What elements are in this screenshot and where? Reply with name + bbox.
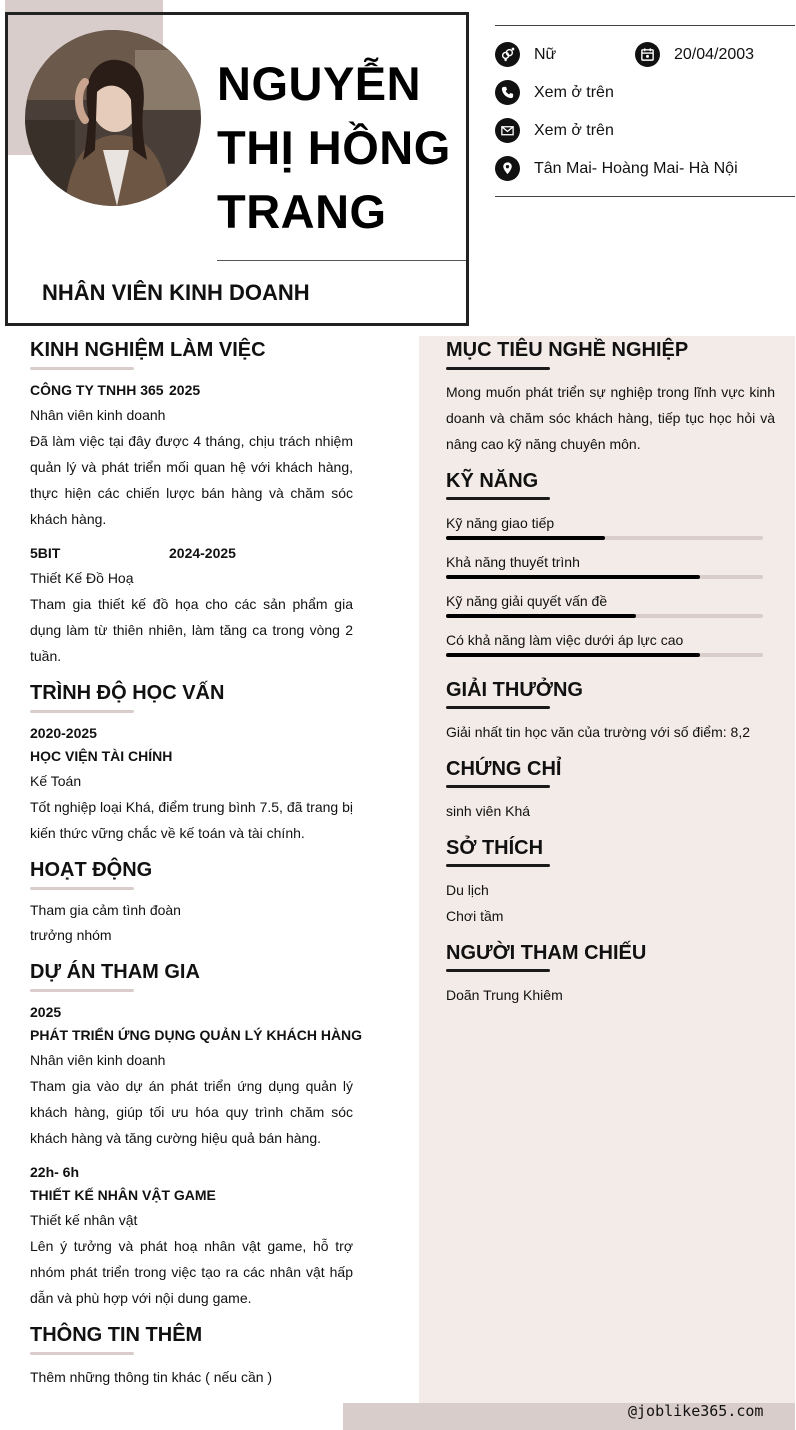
experience-1-description: Đã làm việc tại đây được 4 tháng, chịu trách nhiệm quản lý và phát triển mối quan hệ với khách hàng, thực hiện các chiến lược bán hàng và chăm sóc khách hàng. [30, 433, 353, 527]
education-school: HỌC VIỆN TÀI CHÍNH [30, 748, 173, 764]
mail-icon [495, 118, 520, 143]
skill-bar-fill [446, 614, 636, 618]
skill-bar [446, 614, 763, 618]
experience-2-period: 2024-2025 [169, 545, 236, 561]
email-row [495, 118, 614, 143]
education-underline [30, 710, 134, 713]
gender-icon [495, 42, 520, 67]
email-value[interactable]: Xem ở trên [534, 121, 614, 139]
skill-label: Có khả năng làm việc dưới áp lực cao [446, 632, 684, 648]
project-2-period: 22h- 6h [30, 1164, 80, 1180]
phone-row [495, 80, 614, 105]
job-title: NHÂN VIÊN KINH DOANH [42, 280, 310, 305]
education-heading: TRÌNH ĐỘ HỌC VẤN [30, 682, 225, 704]
award-text: Giải nhất tin học văn của trường với số điểm: 8,2 [446, 724, 750, 740]
project-2-name: THIẾT KẾ NHÂN VẬT GAME [30, 1187, 216, 1203]
references-heading: NGƯỜI THAM CHIẾU [446, 942, 647, 964]
gender-row [495, 42, 556, 67]
objective-text: Mong muốn phát triển sự nghiệp trong lĩnh vực kinh doanh và chăm sóc khách hàng, tiếp tục học hỏi và nâng cao kỹ năng chuyên môn. [446, 384, 775, 452]
awards-heading: GIẢI THƯỞNG [446, 679, 583, 701]
phone-icon [495, 80, 520, 105]
hobbies-underline [446, 864, 550, 867]
skill-bar [446, 653, 763, 657]
skill-bar [446, 575, 763, 579]
references-underline [446, 969, 550, 972]
projects-underline [30, 989, 134, 992]
skills-heading: KỸ NĂNG [446, 470, 539, 492]
project-2-role: Thiết kế nhân vật [30, 1212, 138, 1228]
education-description: Tốt nghiệp loại Khá, điểm trung bình 7.5, đã trang bị kiến thức vững chắc về kế toán và tài chính. [30, 799, 353, 841]
name-divider [217, 260, 466, 261]
experience-underline [30, 367, 134, 370]
skill-bar-fill [446, 575, 700, 579]
activity-item: Tham gia cảm tình đoàn [30, 902, 181, 918]
certificate-text: sinh viên Khá [446, 803, 531, 819]
skill-label: Kỹ năng giao tiếp [446, 515, 555, 531]
experience-1-company: CÔNG TY TNHH 365 [30, 382, 164, 398]
activities-underline [30, 887, 134, 890]
skill-label: Kỹ năng giải quyết vấn đề [446, 593, 608, 609]
address-row [495, 156, 738, 181]
gender-value: Nữ [534, 45, 557, 63]
activities-heading: HOẠT ĐỘNG [30, 859, 153, 881]
experience-2-description: Tham gia thiết kế đồ họa cho các sản phẩm gia dụng làm từ thiên nhiên, làm tăng ca trong vòng 2 tuần. [30, 596, 353, 664]
phone-value[interactable]: Xem ở trên [534, 83, 614, 101]
project-1-period: 2025 [30, 1004, 62, 1020]
skill-bar [446, 536, 763, 540]
skill-bar-fill [446, 536, 605, 540]
skill-label: Khả năng thuyết trình [446, 554, 580, 570]
contact-top-divider [495, 25, 795, 26]
certificates-heading: CHỨNG CHỈ [446, 758, 562, 780]
experience-1-role: Nhân viên kinh doanh [30, 407, 166, 423]
hobbies-heading: SỞ THÍCH [446, 837, 544, 859]
hobby-item: Chơi tầm [446, 908, 504, 924]
full-name: NGUYỄN THỊ HỒNG TRANG [217, 57, 451, 238]
experience-2-role: Thiết Kế Đồ Hoạ [30, 570, 134, 586]
certificates-underline [446, 785, 550, 788]
extra-info-text: Thêm những thông tin khác ( nếu cần ) [30, 1369, 273, 1385]
reference-name: Doãn Trung Khiêm [446, 987, 563, 1003]
awards-underline [446, 706, 550, 709]
education-period: 2020-2025 [30, 725, 97, 741]
projects-heading: DỰ ÁN THAM GIA [30, 961, 200, 983]
project-1-description: Tham gia vào dự án phát triển ứng dụng quản lý khách hàng, giúp tối ưu hóa quy trình chăm sóc khách hàng và tăng cường hiệu quả bán hàng. [30, 1078, 353, 1146]
hobby-item: Du lịch [446, 882, 489, 898]
objective-underline [446, 367, 550, 370]
skill-bar-fill [446, 653, 700, 657]
skills-underline [446, 497, 550, 500]
location-pin-icon [495, 156, 520, 181]
objective-heading: MỤC TIÊU NGHỀ NGHIỆP [446, 339, 689, 361]
birthday-row [635, 42, 754, 67]
project-1-role: Nhân viên kinh doanh [30, 1052, 166, 1068]
experience-1-period: 2025 [169, 382, 201, 398]
activity-item: trưởng nhóm [30, 927, 112, 943]
extra-info-heading: THÔNG TIN THÊM [30, 1324, 203, 1346]
education-major: Kế Toán [30, 773, 82, 789]
calendar-icon [635, 42, 660, 67]
footer-watermark: @joblike365.com [628, 1402, 764, 1420]
avatar [25, 30, 201, 206]
project-2-description: Lên ý tưởng và phát hoạ nhân vật game, hỗ trợ nhóm phát triển trong việc tạo ra các nhân vật hấp dẫn và phù hợp với nội dung game. [30, 1238, 353, 1306]
contact-bottom-divider [495, 196, 795, 197]
experience-heading: KINH NGHIỆM LÀM VIỆC [30, 339, 266, 361]
extra-info-underline [30, 1352, 134, 1355]
project-1-name: PHÁT TRIỂN ỨNG DỤNG QUẢN LÝ KHÁCH HÀNG [30, 1027, 363, 1043]
experience-2-company: 5BIT [30, 545, 61, 561]
address-value: Tân Mai- Hoàng Mai- Hà Nội [534, 159, 738, 177]
birthday-value: 20/04/2003 [674, 45, 755, 63]
